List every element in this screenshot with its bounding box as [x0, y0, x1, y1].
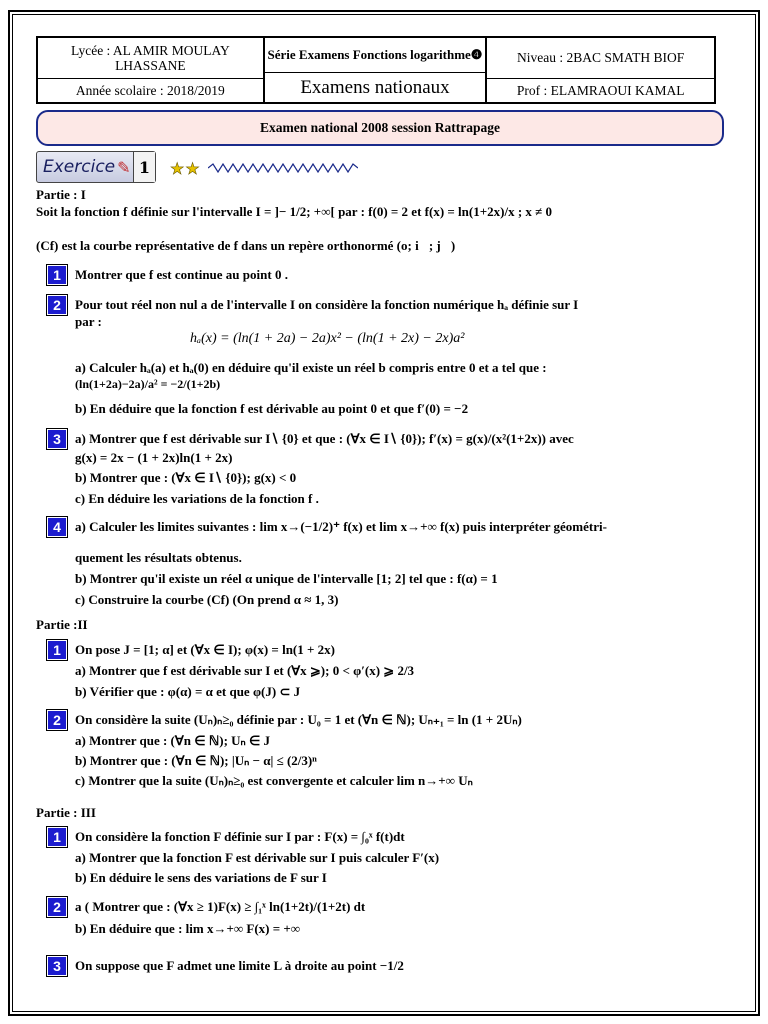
series-title: Série Examens Fonctions logarithme❹: [265, 38, 486, 73]
r2-a: a) Montrer que : (∀n ∈ ℕ); Uₙ ∈ J: [75, 733, 271, 748]
level: Niveau : 2BAC SMATH BIOF: [487, 38, 714, 79]
wave-decoration: [208, 162, 358, 174]
r1-a: a) Montrer que f est dérivable sur I et (∀x ⩾); 0 < φ′(x) ⩾ 2/3: [75, 663, 415, 678]
q2-formula: hₐ(x) = (ln(1 + 2a) − 2a)x² − (ln(1 + 2x) − 2x)a²: [190, 331, 465, 346]
exams-title: Examens nationaux: [300, 76, 450, 98]
q3-g: g(x) = 2x − (1 + 2x)ln(1 + 2x): [75, 450, 233, 465]
q3-number: 3: [48, 430, 66, 448]
q2-text: Pour tout réel non nul a de l'intervalle I on considère la fonction numérique hₐ définie sur I: [75, 297, 579, 312]
q2-b: b) En déduire que la fonction f est dérivable au point 0 et que f′(0) = −2: [75, 401, 469, 416]
partie-3-heading: Partie : III: [36, 805, 96, 820]
q4-b: b) Montrer qu'il existe un réel α unique de l'intervalle [1; 2] tel que : f(α) = 1: [75, 571, 498, 586]
school-name: Lycée : AL AMIR MOULAY LHASSANE: [38, 38, 263, 79]
q2-number: 2: [48, 296, 66, 314]
partie-1-heading: Partie : I: [36, 187, 86, 202]
s2-b: b) En déduire que : lim x→+∞ F(x) = +∞: [75, 921, 301, 936]
q4-number: 4: [48, 518, 66, 536]
q2-a-formula: (ln(1+2a)−2a)/a² = −2/(1+2b): [75, 377, 221, 391]
p1-curve: (Cf) est la courbe représentative de f dans un repère orthonormé (o; i⃗; j⃗): [36, 238, 456, 253]
header-right: [487, 38, 714, 102]
r1-number: 1: [48, 641, 66, 659]
q2-a: a) Calculer hₐ(a) et hₐ(0) en déduire qu'il existe un réel b compris entre 0 et a tel que :: [75, 360, 547, 375]
q4-a: a) Calculer les limites suivantes : lim x→(−1/2)⁺ f(x) et lim x→+∞ f(x) puis interpréter géométri-: [75, 519, 607, 534]
school-year: Année scolaire : 2018/2019: [75, 82, 225, 98]
s2-a: a ( Montrer que : (∀x ≥ 1)F(x) ≥ ∫₁ˣ ln(1+2t)/(1+2t) dt: [75, 899, 366, 914]
partie-2-heading: Partie :II: [36, 617, 88, 632]
q3-c: c) En déduire les variations de la fonction f .: [75, 491, 319, 506]
pencil-icon: ✎: [117, 157, 131, 177]
r1-text: On pose J = [1; α] et (∀x ∈ I); φ(x) = ln(1 + 2x): [75, 642, 335, 657]
q1-text: Montrer que f est continue au point 0 .: [75, 267, 288, 282]
r2-number: 2: [48, 711, 66, 729]
s1-a: a) Montrer que la fonction F est dérivable sur I puis calculer F′(x): [75, 850, 440, 865]
header-left: [38, 38, 265, 102]
s3-number: 3: [48, 957, 66, 975]
q1-number: 1: [48, 266, 66, 284]
s3-text: On suppose que F admet une limite L à droite au point −1/2: [75, 958, 404, 973]
exercise-number: 1: [133, 152, 155, 182]
s1-number: 1: [48, 828, 66, 846]
q4-c: c) Construire la courbe (Cf) (On prend α ≈ 1, 3): [75, 592, 339, 607]
q4-a-2: quement les résultats obtenus.: [75, 550, 242, 565]
r2-c: c) Montrer que la suite (Uₙ)ₙ≥₀ est convergente et calculer lim n→+∞ Uₙ: [75, 773, 473, 788]
exercise-label: Exercice: [43, 157, 116, 177]
q3-b: b) Montrer que : (∀x ∈ I∖ {0}); g(x) < 0: [75, 470, 297, 485]
q3-a: a) Montrer que f est dérivable sur I∖ {0} et que : (∀x ∈ I∖ {0}); f′(x) = g(x)/(x²(1+2x)) avec: [75, 431, 574, 446]
s2-number: 2: [48, 898, 66, 916]
r2-b: b) Montrer que : (∀n ∈ ℕ); |Uₙ − α| ≤ (2/3)ⁿ: [75, 753, 317, 768]
s1-text: On considère la fonction F définie sur I par : F(x) = ∫₀ˣ f(t)dt: [75, 829, 405, 844]
header-center: [265, 38, 488, 102]
professor: Prof : ELAMRAOUI KAMAL: [516, 82, 685, 98]
s1-b: b) En déduire le sens des variations de F sur I: [75, 870, 327, 885]
exercise-tag: [36, 151, 156, 183]
header-table: [36, 36, 716, 104]
q2-text-2: par :: [75, 314, 102, 329]
r2-text: On considère la suite (Uₙ)ₙ≥₀ définie par : U₀ = 1 et (∀n ∈ ℕ); Uₙ₊₁ = ln (1 + 2Uₙ): [75, 712, 522, 727]
r1-b: b) Vérifier que : φ(α) = α et que φ(J) ⊂ J: [75, 684, 301, 699]
exam-banner: Examen national 2008 session Rattrapage: [36, 110, 724, 146]
p1-intro: Soit la fonction f définie sur l'intervalle I = ]− 1/2; +∞[ par : f(0) = 2 et f(x) = ln(1+2x)/x ; x ≠ 0: [36, 204, 553, 219]
difficulty-stars: ★★: [170, 159, 201, 178]
